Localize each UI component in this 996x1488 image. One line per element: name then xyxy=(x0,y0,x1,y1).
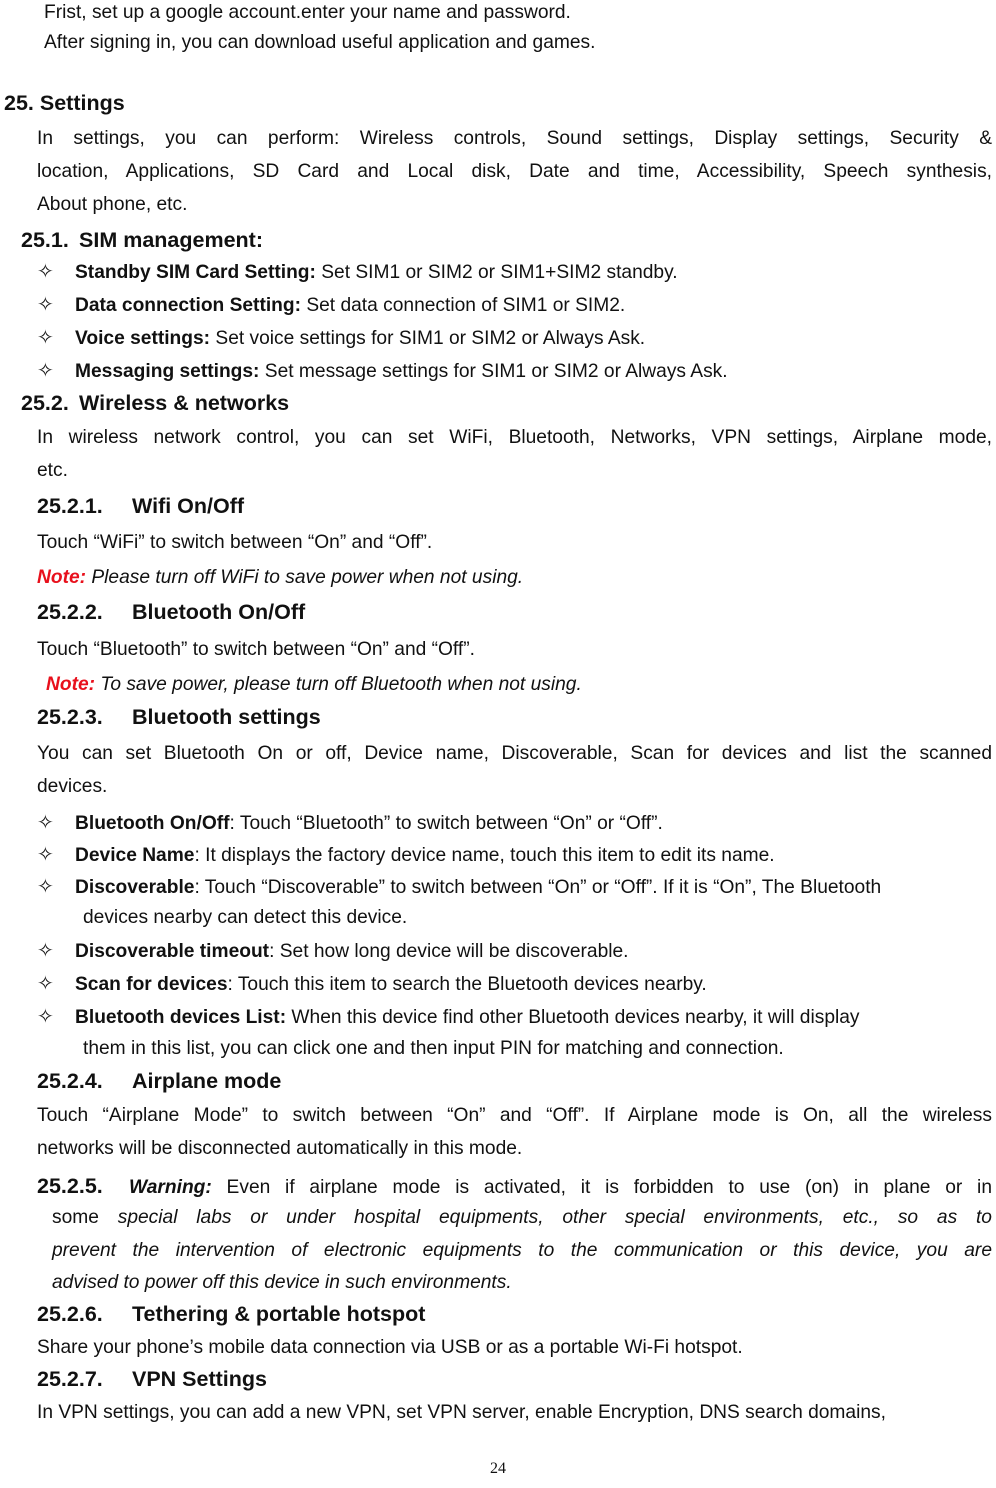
bullet-text: Set voice settings for SIM1 or SIM2 or Always Ask. xyxy=(210,328,646,349)
bluetooth-note xyxy=(46,674,582,696)
section-number: 25.2.6. xyxy=(37,1302,103,1326)
bt-bullet-2 xyxy=(37,844,775,867)
bluetooth-text: Touch “Bluetooth” to switch between “On” and “Off”. xyxy=(37,639,475,660)
intro-line-1: Frist, set up a google account.enter your name and password. xyxy=(44,2,571,23)
diamond-bullet-icon: ✧ xyxy=(37,261,54,283)
bullet-text: : Set how long device will be discoverable. xyxy=(269,941,629,962)
sim-bullet-1 xyxy=(37,261,678,284)
bullet-text: : Touch “Discoverable” to switch between “On” or “Off”. If it is “On”, The Bluetooth xyxy=(194,877,882,898)
diamond-bullet-icon: ✧ xyxy=(37,327,54,349)
bt-settings-para-line-2: devices. xyxy=(37,776,108,797)
bt-bullet-6 xyxy=(37,1006,860,1029)
section-25-1-heading xyxy=(21,228,263,253)
warning-line-2 xyxy=(52,1207,992,1229)
section-title: Tethering & portable hotspot xyxy=(132,1302,426,1326)
section-25-2-1-heading xyxy=(37,494,244,519)
warning-line-1 xyxy=(37,1174,992,1199)
section-number: 25.2.3. xyxy=(37,705,103,729)
section-number: 25.2.1. xyxy=(37,494,103,518)
bullet-term: Discoverable xyxy=(75,877,195,898)
section-number: 25.2.4. xyxy=(37,1069,103,1093)
diamond-bullet-icon: ✧ xyxy=(37,360,54,382)
bullet-text: : Touch this item to search the Bluetooth devices nearby. xyxy=(227,974,707,995)
diamond-bullet-icon: ✧ xyxy=(37,1006,54,1028)
section-number: 25.2.2. xyxy=(37,600,103,624)
section-25-2-para-line-2: etc. xyxy=(37,460,68,481)
section-25-2-6-heading xyxy=(37,1302,425,1327)
section-25-para-line-1: In settings, you can perform: Wireless controls, Sound settings, Display settings, Security & xyxy=(37,128,992,149)
section-title: VPN Settings xyxy=(132,1367,267,1391)
bullet-text: Set SIM1 or SIM2 or SIM1+SIM2 standby. xyxy=(315,262,678,283)
bt-bullet-4 xyxy=(37,940,629,963)
sim-bullet-4 xyxy=(37,360,728,383)
section-25-2-para-line-1: In wireless network control, you can set WiFi, Bluetooth, Networks, VPN settings, Airplane mode, xyxy=(37,427,992,448)
diamond-bullet-icon: ✧ xyxy=(37,973,54,995)
section-25-2-2-heading xyxy=(37,600,305,625)
bullet-term: Device Name xyxy=(75,845,195,866)
bullet-term: Discoverable timeout xyxy=(75,941,270,962)
bullet-text: Set message settings for SIM1 or SIM2 or Always Ask. xyxy=(259,361,728,382)
bullet-term: Voice settings: xyxy=(75,328,211,349)
note-text: Please turn off WiFi to save power when not using. xyxy=(86,567,524,588)
bullet-text: When this device find other Bluetooth devices nearby, it will display xyxy=(286,1007,860,1028)
bt-bullet-3 xyxy=(37,876,881,899)
section-25-2-title: Wireless & networks xyxy=(79,391,290,415)
warning-label: Warning: xyxy=(129,1177,212,1198)
warning-text-italic: special labs or under hospital equipments, other special environments, etc., so as to xyxy=(117,1207,992,1228)
bt-bullet-3-cont: devices nearby can detect this device. xyxy=(83,907,408,928)
wifi-note xyxy=(37,567,523,589)
diamond-bullet-icon: ✧ xyxy=(37,294,54,316)
section-25-heading: 25. Settings xyxy=(4,91,125,115)
section-25-2-3-heading xyxy=(37,705,321,730)
section-25-2-number: 25.2. xyxy=(21,391,69,415)
vpn-text: In VPN settings, you can add a new VPN, set VPN server, enable Encryption, DNS search domains, xyxy=(37,1402,886,1423)
diamond-bullet-icon: ✧ xyxy=(37,812,54,834)
section-25-2-4-heading xyxy=(37,1069,281,1094)
section-25-2-7-heading xyxy=(37,1367,267,1392)
bt-bullet-6-cont: them in this list, you can click one and then input PIN for matching and connection. xyxy=(83,1038,784,1059)
section-25-1-title: SIM management: xyxy=(79,228,263,252)
bullet-term: Messaging settings: xyxy=(75,361,260,382)
bt-bullet-5 xyxy=(37,973,707,996)
sim-bullet-2 xyxy=(37,294,625,317)
bullet-text: : Touch “Bluetooth” to switch between “On” or “Off”. xyxy=(229,813,663,834)
wifi-text: Touch “WiFi” to switch between “On” and “Off”. xyxy=(37,532,433,553)
section-25-para-line-3: About phone, etc. xyxy=(37,194,188,215)
note-label: Note: xyxy=(46,674,96,695)
section-25-para-line-2: location, Applications, SD Card and Local disk, Date and time, Accessibility, Speech synthesis, xyxy=(37,161,992,182)
warning-text: Even if airplane mode is activated, it is forbidden to use (on) in plane or in xyxy=(211,1177,992,1198)
section-title: Wifi On/Off xyxy=(132,494,245,518)
section-25-1-number: 25.1. xyxy=(21,228,69,252)
bullet-term: Data connection Setting: xyxy=(75,295,301,316)
section-title: Bluetooth On/Off xyxy=(132,600,306,624)
section-25-2-heading xyxy=(21,391,289,416)
section-title: Airplane mode xyxy=(132,1069,282,1093)
sim-bullet-3 xyxy=(37,327,645,350)
intro-line-2: After signing in, you can download useful application and games. xyxy=(44,32,596,53)
section-number: 25.2.7. xyxy=(37,1367,103,1391)
bt-bullet-1 xyxy=(37,812,663,835)
section-number: 25.2.5. xyxy=(37,1174,103,1198)
section-title: Bluetooth settings xyxy=(132,705,321,729)
warning-text: some xyxy=(52,1207,118,1228)
warning-line-4: advised to power off this device in such environments. xyxy=(52,1272,512,1293)
diamond-bullet-icon: ✧ xyxy=(37,876,54,898)
page-number: 24 xyxy=(490,1460,506,1477)
bt-settings-para-line-1: You can set Bluetooth On or off, Device name, Discoverable, Scan for devices and list the scanned xyxy=(37,743,992,764)
bullet-term: Bluetooth devices List: xyxy=(75,1007,287,1028)
bullet-text: : It displays the factory device name, touch this item to edit its name. xyxy=(194,845,775,866)
airplane-para-line-2: networks will be disconnected automatically in this mode. xyxy=(37,1138,523,1159)
bullet-term: Bluetooth On/Off xyxy=(75,813,230,834)
bullet-term: Standby SIM Card Setting: xyxy=(75,262,316,283)
bullet-text: Set data connection of SIM1 or SIM2. xyxy=(301,295,626,316)
note-label: Note: xyxy=(37,567,87,588)
diamond-bullet-icon: ✧ xyxy=(37,844,54,866)
tethering-text: Share your phone’s mobile data connection via USB or as a portable Wi-Fi hotspot. xyxy=(37,1337,743,1358)
note-text: To save power, please turn off Bluetooth when not using. xyxy=(95,674,582,695)
airplane-para-line-1: Touch “Airplane Mode” to switch between “On” and “Off”. If Airplane mode is On, all the wireless xyxy=(37,1105,992,1126)
warning-line-3: prevent the intervention of electronic equipments to the communication or this device, you are xyxy=(52,1240,992,1261)
bullet-term: Scan for devices xyxy=(75,974,228,995)
diamond-bullet-icon: ✧ xyxy=(37,940,54,962)
